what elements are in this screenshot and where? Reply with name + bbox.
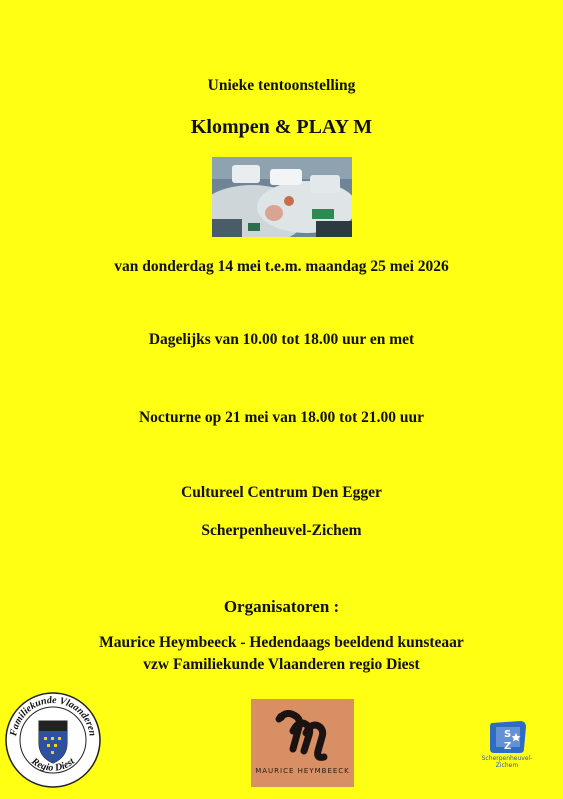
scherpenheuvel-logo-line2: Zichem	[495, 762, 519, 769]
exhibition-dates: van donderdag 14 mei t.e.m. maandag 25 mei 2026	[114, 258, 449, 275]
maurice-heymbeeck-logo	[251, 699, 354, 787]
scherpenheuvel-zichem-logo	[474, 719, 540, 779]
nocturne-info: Nocturne op 21 mei van 18.00 tot 21.00 uur	[138, 409, 425, 426]
kicker: Unieke tentoonstelling	[207, 77, 356, 94]
organizer-2: vzw Familiekunde Vlaanderen regio Diest	[143, 656, 420, 673]
opening-hours: Dagelijks van 10.00 tot 18.00 uur en met	[148, 331, 415, 348]
svg-text:Z: Z	[504, 741, 512, 752]
familiekunde-top-text: Familiekunde Vlaanderen	[8, 694, 98, 737]
venue-town: Scherpenheuvel-Zichem	[201, 522, 362, 539]
scherpenheuvel-logo-line1: Scherpenheuvel-	[481, 755, 533, 762]
page-title: Klompen & PLAY M	[190, 116, 373, 138]
familiekunde-vlaanderen-logo	[4, 691, 102, 789]
organizers-heading: Organisatoren :	[223, 597, 340, 616]
scherpenheuvel-logo-text	[474, 755, 540, 769]
familiekunde-bottom-text: Regio Diest	[29, 756, 77, 774]
exhibition-photo	[212, 157, 352, 237]
maurice-logo-text: MAURICE HEYMBEECK	[255, 767, 350, 775]
venue-name: Cultureel Centrum Den Egger	[181, 484, 382, 501]
svg-text:S: S	[504, 729, 512, 740]
organizer-1: Maurice Heymbeeck - Hedendaags beeldend kunsteaar	[99, 634, 464, 651]
